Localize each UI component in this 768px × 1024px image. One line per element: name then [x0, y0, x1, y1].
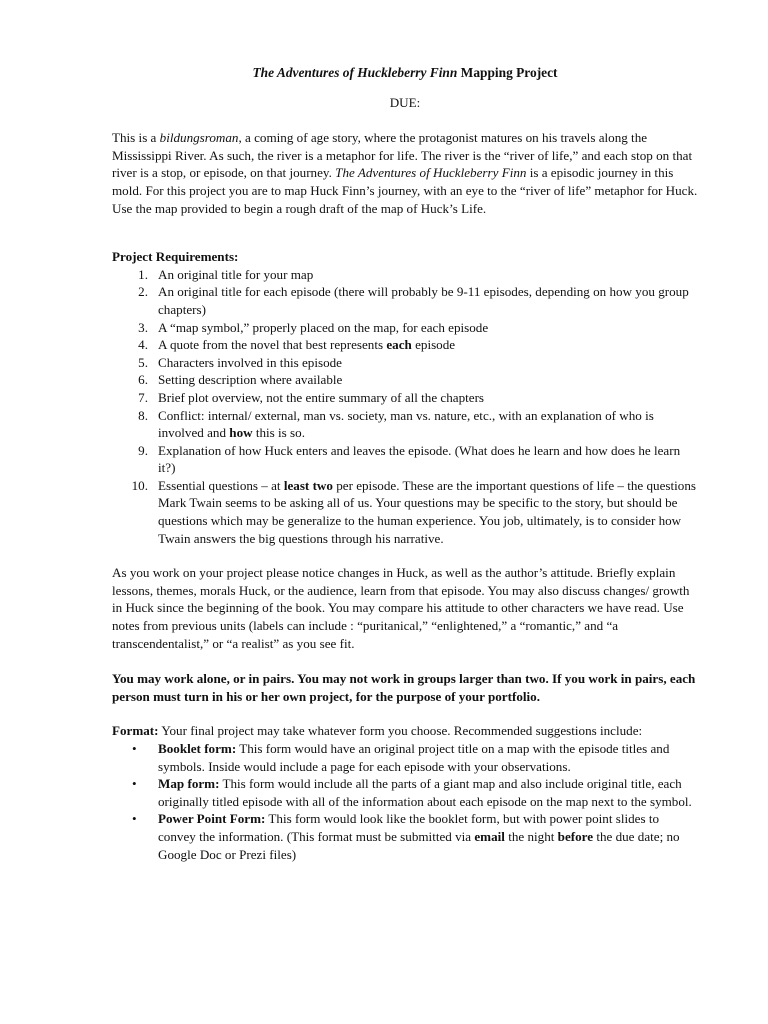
- item-number: 2.: [138, 284, 148, 300]
- list-item: [112, 389, 698, 407]
- list-item: [112, 810, 698, 863]
- document-page: [112, 64, 698, 863]
- format-item-label: Booklet form:: [158, 741, 237, 756]
- intro-italic-1: bildungsroman: [159, 130, 239, 146]
- item-number: 4.: [138, 337, 148, 353]
- format-item-text: This form would have an original project title on a map with the episode titles and symbols. Inside would include a page for each episode with your observations.: [158, 741, 670, 774]
- item-text: episode: [411, 337, 456, 353]
- item-text: An original title for each episode (there will probably be 9-11 episodes, depending on how you group chapters): [158, 284, 689, 317]
- pairs-notice-paragraph: You may work alone, or in pairs. You may not work in groups larger than two. If you work in pairs, each person must turn in his or her own project, for the purpose of your portfolio.: [112, 671, 696, 704]
- intro-text-3: is a episodic journey in this mold. For this project you are to map Huck Finn’s journey, with an eye to the “river of life” metaphor for Huck. Use the map provided to begin a rough draft of the map of Huck’s Life.: [112, 165, 698, 216]
- format-item-label: Map form:: [158, 776, 220, 792]
- item-text: A quote from the novel that best represents: [158, 337, 387, 353]
- item-text: Conflict: internal/ external, man vs. society, man vs. nature, etc., with an explanation of who is involved and: [158, 407, 654, 441]
- format-paragraph: [112, 722, 698, 740]
- list-item: [112, 740, 698, 775]
- intro-text-1: This is a: [112, 130, 160, 146]
- intro-italic-2: The Adventures of Huckleberry Finn: [335, 165, 527, 181]
- item-number: 7.: [138, 389, 148, 405]
- bullet-icon: •: [132, 776, 137, 792]
- item-text: A “map symbol,” properly placed on the map, for each episode: [158, 319, 489, 335]
- item-text: Characters involved in this episode: [158, 354, 342, 370]
- item-text: this is so.: [252, 425, 305, 441]
- list-item: [112, 442, 698, 477]
- document-title: [112, 64, 698, 82]
- list-item: [112, 319, 698, 337]
- item-text: Setting description where available: [158, 372, 343, 388]
- item-text: Brief plot overview, not the entire summary of all the chapters: [158, 389, 485, 405]
- due-line: DUE:: [389, 94, 421, 110]
- list-item: [112, 283, 698, 318]
- item-number: 1.: [138, 266, 148, 282]
- bullet-icon: •: [132, 741, 137, 756]
- item-text: Essential questions – at: [158, 477, 284, 493]
- item-number: 5.: [138, 354, 148, 370]
- item-text: Explanation of how Huck enters and leaves the episode. (What does he learn and how does he learn it?): [158, 442, 681, 476]
- list-item: [112, 266, 698, 284]
- item-number: 10.: [131, 477, 148, 493]
- title-italic: The Adventures of Huckleberry Finn: [252, 65, 458, 80]
- item-text: An original title for your map: [158, 266, 314, 282]
- format-label: Format:: [112, 723, 159, 739]
- notice-paragraph: As you work on your project please notice changes in Huck, as well as the author’s attitude. Briefly explain lessons, themes, morals Huck, or the audience, learn from that episode. You may also discuss changes/ growth in Huck since the beginning of the book. You may compare his attitude to other characters we have read. Use notes from previous units (labels can include : “puritanical,” “enlightened,” a “romantic,” and “a transcendentalist,” or “a realist” as you see fit.: [112, 565, 690, 651]
- list-item: [112, 336, 698, 354]
- bullet-icon: •: [132, 811, 137, 827]
- intro-text-2: , a coming of age story, where the protagonist matures on his travels along the Mississippi River. As such, the river is a metaphor for life. The river is the “river of life,” and each stop on that river is a stop, or episode, on that journey.: [112, 130, 693, 181]
- format-item-text: This form would look like the booklet form, but with power point slides to convey the information. (This format must be submitted via: [158, 811, 660, 844]
- item-number: 3.: [138, 319, 148, 335]
- format-list: [112, 740, 698, 863]
- item-emphasis: each: [386, 337, 412, 353]
- item-emphasis: least two: [283, 477, 333, 493]
- list-item: [112, 775, 698, 810]
- intro-paragraph: [112, 129, 698, 217]
- item-number: 8.: [138, 407, 148, 423]
- list-item: [112, 477, 698, 547]
- format-item-emphasis: before: [557, 828, 594, 844]
- list-item: [112, 407, 698, 442]
- title-rest: Mapping Project: [457, 65, 558, 80]
- item-number: 6.: [138, 372, 148, 388]
- requirements-heading: Project Requirements:: [112, 249, 239, 265]
- item-number: 9.: [138, 442, 148, 458]
- format-item-text: the night: [504, 828, 558, 844]
- list-item: [112, 354, 698, 372]
- format-item-emphasis: email: [474, 828, 505, 844]
- format-item-text: the due date; no Google Doc or Prezi files): [158, 828, 680, 862]
- list-item: [112, 371, 698, 389]
- format-intro: Your final project may take whatever form you choose. Recommended suggestions include:: [158, 723, 643, 739]
- requirements-list: [112, 266, 698, 548]
- format-item-label: Power Point Form:: [158, 811, 266, 827]
- item-text: per episode. These are the important questions of life – the questions Mark Twain seems to be asking all of us. Your questions may be specific to the story, but should be questions which may be generalize to the human experience. You job, ultimately, is to consider how Twain answers the big questions through his narrative.: [158, 477, 696, 546]
- format-item-text: This form would include all the parts of a giant map and also include original title, each originally titled episode with all of the information about each episode on the map next to the symbol.: [158, 776, 692, 809]
- item-emphasis: how: [229, 425, 253, 441]
